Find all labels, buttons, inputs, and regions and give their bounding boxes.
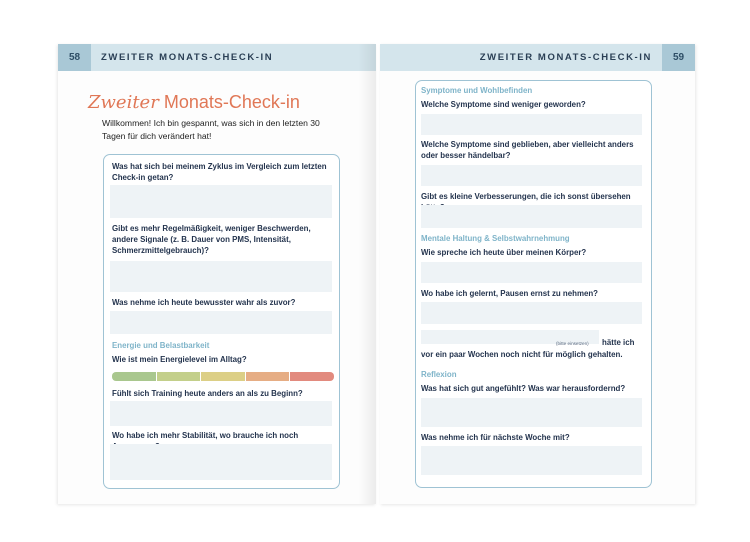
question-fewer-symptoms: Welche Symptome sind weniger geworden? [421,100,586,109]
energy-scale-segment[interactable] [157,372,202,381]
question-body-talk: Wie spreche ich heute über meinen Körper? [421,248,587,257]
page-title [88,92,300,113]
page-number: 59 [662,44,695,71]
answer-field[interactable] [110,444,332,480]
answer-field[interactable] [421,302,642,324]
fill-in-suffix: hätte ich [602,338,635,347]
answer-field[interactable] [421,165,642,186]
question-regularity: Gibt es mehr Regelmäßigkeit, weniger Beschwerden, andere Signale (z. B. Dauer von PMS, Intensität, Schmerzmittelgebrauch)? [112,224,311,256]
section-symptoms: Symptome und Wohlbefinden [421,86,533,95]
energy-scale[interactable] [112,372,334,381]
answer-field[interactable] [421,205,642,228]
question-remaining-symptoms: Welche Symptome sind geblieben, aber vielleicht anders oder besser händelbar? [421,140,634,161]
right-page [380,44,695,504]
answer-field[interactable] [421,446,642,475]
energy-scale-segment[interactable] [112,372,157,381]
question-next-week: Was nehme ich für nächste Woche mit? [421,433,570,442]
answer-field[interactable] [421,114,642,135]
answer-field[interactable] [110,185,332,218]
section-reflection: Reflexion [421,370,457,379]
question-awareness: Was nehme ich heute bewusster wahr als zuvor? [112,298,296,307]
question-training: Fühlt sich Training heute anders an als zu Beginn? [112,389,303,398]
header-title: ZWEITER MONATS-CHECK-IN [101,52,274,63]
energy-scale-segment[interactable] [246,372,291,381]
question-small-improvements: Gibt es kleine Verbesserungen, die ich sonst übersehen [421,192,631,201]
section-mental: Mentale Haltung & Selbstwahrnehmung [421,234,570,243]
question-felt-good: Was hat sich gut angefühlt? Was war herausfordernd? [421,384,626,393]
question-energy-level: Wie ist mein Energielevel im Alltag? [112,355,247,364]
energy-scale-segment[interactable] [290,372,334,381]
answer-field[interactable] [110,261,332,292]
title-rest: Monats-Check-in [163,92,300,112]
checkin-box-right [415,80,652,488]
fill-in-sentence: vor ein paar Wochen noch nicht für möglich gehalten. [421,350,623,359]
header-title: ZWEITER MONATS-CHECK-IN [479,52,652,63]
left-page [58,44,376,504]
question-stability: Wo habe ich mehr Stabilität, wo brauche ich noch [112,431,299,440]
title-script-word: Zweiter [88,92,159,113]
section-energy: Energie und Belastbarkeit [112,341,210,350]
energy-scale-segment[interactable] [201,372,246,381]
intro-text: Willkommen! Ich bin gespannt, was sich in den letzten 30 Tagen für dich verändert hat! [102,118,320,141]
question-pauses: Wo habe ich gelernt, Pausen ernst zu nehmen? [421,289,598,298]
answer-field[interactable] [110,401,332,426]
question-cycle: Was hat sich bei meinem Zyklus im Vergleich zum letzten Check-in getan? [112,162,327,183]
fill-in-hint: (bitte einsetzen) [556,341,589,346]
answer-field[interactable] [110,311,332,334]
answer-field[interactable] [421,262,642,283]
spine-shadow [358,44,376,504]
checkin-box-left [103,154,340,489]
answer-field[interactable] [421,398,642,427]
book-spread [58,44,695,504]
page-number: 58 [58,44,91,71]
